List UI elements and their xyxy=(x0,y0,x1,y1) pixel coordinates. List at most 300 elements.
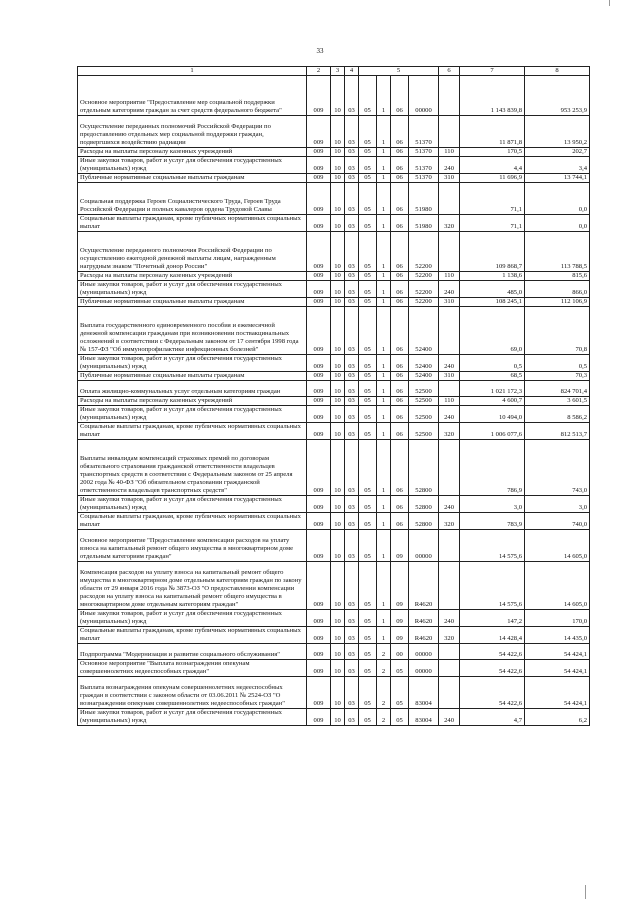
subprogram-code: 1 xyxy=(377,307,391,355)
direction-code: 00000 xyxy=(409,530,439,562)
program-code: 05 xyxy=(359,183,377,215)
direction-code: 52400 xyxy=(409,307,439,355)
expense-type-code: 240 xyxy=(439,496,460,513)
amount-year-1: 170,5 xyxy=(460,148,525,157)
row-description: Основное мероприятие "Предоставление компенсации расходов на уплату взноса на капитальный ремонт общего имущества в многоквартирном доме отдельным категориям граждан" xyxy=(78,530,307,562)
table-row xyxy=(78,677,590,709)
ministry-code: 009 xyxy=(307,381,331,397)
activity-code: 06 xyxy=(391,307,409,355)
section-code: 10 xyxy=(331,157,345,174)
program-code: 05 xyxy=(359,660,377,677)
header-cell: 1 xyxy=(78,67,307,76)
amount-year-2: 8 586,2 xyxy=(525,406,590,423)
program-code: 05 xyxy=(359,496,377,513)
row-description: Иные закупки товаров, работ и услуг для обеспечения государственных (муниципальных) нужд xyxy=(78,157,307,174)
section-code: 10 xyxy=(331,183,345,215)
activity-code: 06 xyxy=(391,423,409,440)
row-description: Публичные нормативные социальные выплаты гражданам xyxy=(78,298,307,307)
row-description: Расходы на выплаты персоналу казенных учреждений xyxy=(78,397,307,406)
direction-code: 52800 xyxy=(409,496,439,513)
expense-type-code: 110 xyxy=(439,397,460,406)
subprogram-code: 2 xyxy=(377,677,391,709)
subprogram-code: 1 xyxy=(377,440,391,496)
amount-year-2: 54 424,1 xyxy=(525,660,590,677)
ministry-code: 009 xyxy=(307,372,331,381)
subsection-code: 03 xyxy=(345,397,359,406)
section-code: 10 xyxy=(331,423,345,440)
amount-year-2: 6,2 xyxy=(525,709,590,726)
header-cell: 6 xyxy=(439,67,460,76)
amount-year-2: 3,0 xyxy=(525,496,590,513)
expense-type-code xyxy=(439,644,460,660)
ministry-code: 009 xyxy=(307,215,331,232)
activity-code: 06 xyxy=(391,355,409,372)
page-number: 33 xyxy=(316,47,324,55)
amount-year-2: 112 106,9 xyxy=(525,298,590,307)
amount-year-2: 70,8 xyxy=(525,307,590,355)
subprogram-code: 1 xyxy=(377,406,391,423)
subprogram-code: 1 xyxy=(377,298,391,307)
amount-year-1: 54 422,6 xyxy=(460,660,525,677)
direction-code: 00000 xyxy=(409,660,439,677)
amount-year-2: 812 513,7 xyxy=(525,423,590,440)
program-code: 05 xyxy=(359,272,377,281)
subsection-code: 03 xyxy=(345,232,359,272)
section-code: 10 xyxy=(331,232,345,272)
direction-code: 83004 xyxy=(409,677,439,709)
amount-year-1: 71,1 xyxy=(460,183,525,215)
expense-type-code: 110 xyxy=(439,272,460,281)
direction-code: 00000 xyxy=(409,76,439,116)
amount-year-2: 54 424,1 xyxy=(525,644,590,660)
subsection-code: 03 xyxy=(345,677,359,709)
amount-year-1: 786,9 xyxy=(460,440,525,496)
amount-year-1: 108 245,1 xyxy=(460,298,525,307)
activity-code: 06 xyxy=(391,513,409,530)
program-code: 05 xyxy=(359,281,377,298)
row-description: Основное мероприятие "Предоставление мер социальной поддержки отдельным категориям граждан за счет средств федерального бюджета" xyxy=(78,76,307,116)
table-row xyxy=(78,513,590,530)
expense-type-code: 110 xyxy=(439,148,460,157)
row-description: Основное мероприятие "Выплата вознаграждения опекунам совершеннолетних недееспособных граждан" xyxy=(78,660,307,677)
program-code: 05 xyxy=(359,76,377,116)
row-description: Компенсация расходов на уплату взноса на капитальный ремонт общего имущества в многоквартирном доме отдельным категориям граждан по закону области от 29 января 2016 года № 3873-ОЗ "О предоставлении компенсации расходов на уплату взноса на капитальный ремонт общего имущества в многоквартирном доме отдельным категориям граждан" xyxy=(78,562,307,610)
section-code: 10 xyxy=(331,281,345,298)
subprogram-code: 1 xyxy=(377,157,391,174)
section-code: 10 xyxy=(331,298,345,307)
table-row xyxy=(78,372,590,381)
direction-code: 52200 xyxy=(409,298,439,307)
ministry-code: 009 xyxy=(307,440,331,496)
subprogram-code: 1 xyxy=(377,610,391,627)
subprogram-code: 1 xyxy=(377,116,391,148)
program-code: 05 xyxy=(359,307,377,355)
amount-year-2: 740,0 xyxy=(525,513,590,530)
ministry-code: 009 xyxy=(307,660,331,677)
row-description: Оплата жилищно-коммунальных услуг отдельным категориям граждан xyxy=(78,381,307,397)
section-code: 10 xyxy=(331,76,345,116)
amount-year-2: 14 435,0 xyxy=(525,627,590,644)
subsection-code: 03 xyxy=(345,298,359,307)
row-description: Социальные выплаты гражданам, кроме публичных нормативных социальных выплат xyxy=(78,627,307,644)
activity-code: 06 xyxy=(391,183,409,215)
subsection-code: 03 xyxy=(345,281,359,298)
header-cell: 2 xyxy=(307,67,331,76)
direction-code: R4620 xyxy=(409,610,439,627)
subprogram-code: 1 xyxy=(377,232,391,272)
activity-code: 09 xyxy=(391,627,409,644)
subsection-code: 03 xyxy=(345,174,359,183)
direction-code: 83004 xyxy=(409,709,439,726)
expense-type-code xyxy=(439,232,460,272)
program-code: 05 xyxy=(359,709,377,726)
amount-year-1: 11 871,8 xyxy=(460,116,525,148)
activity-code: 06 xyxy=(391,148,409,157)
direction-code: 52500 xyxy=(409,397,439,406)
section-code: 10 xyxy=(331,440,345,496)
ministry-code: 009 xyxy=(307,148,331,157)
amount-year-2: 824 701,4 xyxy=(525,381,590,397)
subsection-code: 03 xyxy=(345,116,359,148)
amount-year-1: 1 006 077,6 xyxy=(460,423,525,440)
program-code: 05 xyxy=(359,232,377,272)
row-description: Иные закупки товаров, работ и услуг для обеспечения государственных (муниципальных) нужд xyxy=(78,610,307,627)
direction-code: 52500 xyxy=(409,381,439,397)
table-row xyxy=(78,440,590,496)
section-code: 10 xyxy=(331,355,345,372)
direction-code: 51370 xyxy=(409,148,439,157)
program-code: 05 xyxy=(359,174,377,183)
table-row xyxy=(78,148,590,157)
table-row xyxy=(78,281,590,298)
table-row xyxy=(78,381,590,397)
subsection-code: 03 xyxy=(345,496,359,513)
section-code: 10 xyxy=(331,116,345,148)
header-cell: 4 xyxy=(345,67,359,76)
subprogram-code: 1 xyxy=(377,530,391,562)
amount-year-2: 170,0 xyxy=(525,610,590,627)
row-description: Публичные нормативные социальные выплаты гражданам xyxy=(78,372,307,381)
amount-year-1: 68,5 xyxy=(460,372,525,381)
amount-year-1: 147,2 xyxy=(460,610,525,627)
expense-type-code xyxy=(439,530,460,562)
program-code: 05 xyxy=(359,562,377,610)
subprogram-code: 2 xyxy=(377,644,391,660)
activity-code: 06 xyxy=(391,281,409,298)
subsection-code: 03 xyxy=(345,562,359,610)
ministry-code: 009 xyxy=(307,157,331,174)
subprogram-code: 1 xyxy=(377,562,391,610)
subprogram-code: 1 xyxy=(377,281,391,298)
expense-type-code: 320 xyxy=(439,215,460,232)
expense-type-code: 320 xyxy=(439,423,460,440)
activity-code: 06 xyxy=(391,272,409,281)
ministry-code: 009 xyxy=(307,530,331,562)
ministry-code: 009 xyxy=(307,406,331,423)
subsection-code: 03 xyxy=(345,381,359,397)
subsection-code: 03 xyxy=(345,76,359,116)
program-code: 05 xyxy=(359,677,377,709)
direction-code: 52200 xyxy=(409,272,439,281)
section-code: 10 xyxy=(331,513,345,530)
activity-code: 00 xyxy=(391,644,409,660)
program-code: 05 xyxy=(359,116,377,148)
row-description: Публичные нормативные социальные выплаты гражданам xyxy=(78,174,307,183)
row-description: Иные закупки товаров, работ и услуг для обеспечения государственных (муниципальных) нужд xyxy=(78,709,307,726)
program-code: 05 xyxy=(359,298,377,307)
amount-year-2: 14 605,0 xyxy=(525,562,590,610)
direction-code: 52200 xyxy=(409,281,439,298)
subsection-code: 03 xyxy=(345,709,359,726)
direction-code: 52500 xyxy=(409,406,439,423)
program-code: 05 xyxy=(359,397,377,406)
expense-type-code xyxy=(439,183,460,215)
amount-year-1: 54 422,6 xyxy=(460,677,525,709)
expense-type-code: 240 xyxy=(439,281,460,298)
amount-year-2: 13 744,1 xyxy=(525,174,590,183)
direction-code: 52400 xyxy=(409,372,439,381)
section-code: 10 xyxy=(331,530,345,562)
direction-code: 52800 xyxy=(409,440,439,496)
expense-type-code xyxy=(439,381,460,397)
ministry-code: 009 xyxy=(307,677,331,709)
header-cell: 5 xyxy=(359,67,439,76)
direction-code: 51980 xyxy=(409,215,439,232)
row-description: Социальная поддержка Героев Социалистического Труда, Героев Труда Российской Федерации и полных кавалеров ордена Трудовой Славы xyxy=(78,183,307,215)
subsection-code: 03 xyxy=(345,272,359,281)
program-code: 05 xyxy=(359,513,377,530)
table-body xyxy=(78,76,590,726)
activity-code: 06 xyxy=(391,157,409,174)
subsection-code: 03 xyxy=(345,660,359,677)
subsection-code: 03 xyxy=(345,423,359,440)
table-row xyxy=(78,174,590,183)
expense-type-code xyxy=(439,116,460,148)
program-code: 05 xyxy=(359,372,377,381)
subprogram-code: 1 xyxy=(377,272,391,281)
expense-type-code xyxy=(439,677,460,709)
activity-code: 06 xyxy=(391,496,409,513)
ministry-code: 009 xyxy=(307,76,331,116)
amount-year-2: 0,0 xyxy=(525,183,590,215)
section-code: 10 xyxy=(331,644,345,660)
table-row xyxy=(78,709,590,726)
scan-mark xyxy=(609,0,610,6)
amount-year-2: 202,7 xyxy=(525,148,590,157)
amount-year-1: 14 575,6 xyxy=(460,562,525,610)
program-code: 05 xyxy=(359,610,377,627)
program-code: 05 xyxy=(359,440,377,496)
section-code: 10 xyxy=(331,174,345,183)
program-code: 05 xyxy=(359,627,377,644)
section-code: 10 xyxy=(331,215,345,232)
expense-type-code: 310 xyxy=(439,174,460,183)
subprogram-code: 1 xyxy=(377,215,391,232)
ministry-code: 009 xyxy=(307,232,331,272)
subsection-code: 03 xyxy=(345,627,359,644)
expense-type-code xyxy=(439,660,460,677)
table-row xyxy=(78,76,590,116)
amount-year-2: 0,5 xyxy=(525,355,590,372)
table-row xyxy=(78,157,590,174)
expense-type-code xyxy=(439,307,460,355)
ministry-code: 009 xyxy=(307,496,331,513)
table-row xyxy=(78,272,590,281)
expense-type-code: 320 xyxy=(439,513,460,530)
section-code: 10 xyxy=(331,406,345,423)
expense-type-code: 240 xyxy=(439,709,460,726)
amount-year-1: 485,0 xyxy=(460,281,525,298)
subsection-code: 03 xyxy=(345,372,359,381)
expense-type-code xyxy=(439,440,460,496)
ministry-code: 009 xyxy=(307,513,331,530)
program-code: 05 xyxy=(359,406,377,423)
amount-year-1: 4,4 xyxy=(460,157,525,174)
direction-code: 52200 xyxy=(409,232,439,272)
row-description: Выплата вознаграждения опекунам совершеннолетних недееспособных граждан в соответствии с законом области от 03.06.2011 № 2524-ОЗ "О вознаграждении опекунам совершеннолетних недееспособных граждан" xyxy=(78,677,307,709)
amount-year-1: 3,0 xyxy=(460,496,525,513)
section-code: 10 xyxy=(331,148,345,157)
amount-year-2: 54 424,1 xyxy=(525,677,590,709)
section-code: 10 xyxy=(331,610,345,627)
activity-code: 06 xyxy=(391,215,409,232)
row-description: Расходы на выплаты персоналу казенных учреждений xyxy=(78,272,307,281)
program-code: 05 xyxy=(359,644,377,660)
row-description: Социальные выплаты гражданам, кроме публичных нормативных социальных выплат xyxy=(78,423,307,440)
subprogram-code: 1 xyxy=(377,496,391,513)
amount-year-1: 54 422,6 xyxy=(460,644,525,660)
amount-year-2: 14 605,0 xyxy=(525,530,590,562)
subsection-code: 03 xyxy=(345,610,359,627)
activity-code: 06 xyxy=(391,232,409,272)
section-code: 10 xyxy=(331,677,345,709)
section-code: 10 xyxy=(331,627,345,644)
activity-code: 09 xyxy=(391,562,409,610)
activity-code: 05 xyxy=(391,709,409,726)
budget-table xyxy=(77,66,590,726)
activity-code: 06 xyxy=(391,440,409,496)
section-code: 10 xyxy=(331,496,345,513)
ministry-code: 009 xyxy=(307,281,331,298)
activity-code: 06 xyxy=(391,397,409,406)
amount-year-1: 4 600,7 xyxy=(460,397,525,406)
subsection-code: 03 xyxy=(345,183,359,215)
table-row xyxy=(78,215,590,232)
activity-code: 06 xyxy=(391,381,409,397)
header-cell: 8 xyxy=(525,67,590,76)
section-code: 10 xyxy=(331,381,345,397)
activity-code: 06 xyxy=(391,116,409,148)
table-row xyxy=(78,355,590,372)
section-code: 10 xyxy=(331,562,345,610)
ministry-code: 009 xyxy=(307,174,331,183)
amount-year-2: 3,4 xyxy=(525,157,590,174)
program-code: 05 xyxy=(359,157,377,174)
ministry-code: 009 xyxy=(307,183,331,215)
expense-type-code: 320 xyxy=(439,627,460,644)
row-description: Осуществление переданных полномочий Российской Федерации по предоставлению отдельных мер социальной поддержки граждан, подвергшихся воздействию радиации xyxy=(78,116,307,148)
amount-year-2: 953 253,9 xyxy=(525,76,590,116)
ministry-code: 009 xyxy=(307,272,331,281)
subsection-code: 03 xyxy=(345,148,359,157)
expense-type-code: 240 xyxy=(439,610,460,627)
program-code: 05 xyxy=(359,355,377,372)
subsection-code: 03 xyxy=(345,307,359,355)
table-row xyxy=(78,116,590,148)
header-cell: 7 xyxy=(460,67,525,76)
expense-type-code: 240 xyxy=(439,157,460,174)
program-code: 05 xyxy=(359,530,377,562)
amount-year-1: 783,9 xyxy=(460,513,525,530)
subsection-code: 03 xyxy=(345,440,359,496)
subprogram-code: 1 xyxy=(377,355,391,372)
expense-type-code: 240 xyxy=(439,406,460,423)
activity-code: 09 xyxy=(391,610,409,627)
activity-code: 06 xyxy=(391,298,409,307)
amount-year-1: 1 138,6 xyxy=(460,272,525,281)
activity-code: 06 xyxy=(391,76,409,116)
row-description: Осуществление переданного полномочия Российской Федерации по осуществлению ежегодной денежной выплаты лицам, награжденным нагрудным знаком "Почетный донор России" xyxy=(78,232,307,272)
amount-year-1: 1 143 839,8 xyxy=(460,76,525,116)
program-code: 05 xyxy=(359,148,377,157)
amount-year-1: 14 575,6 xyxy=(460,530,525,562)
amount-year-2: 13 950,2 xyxy=(525,116,590,148)
table-row xyxy=(78,232,590,272)
row-description: Расходы на выплаты персоналу казенных учреждений xyxy=(78,148,307,157)
amount-year-2: 866,0 xyxy=(525,281,590,298)
amount-year-2: 815,6 xyxy=(525,272,590,281)
subprogram-code: 1 xyxy=(377,627,391,644)
row-description: Подпрограмма "Модернизация и развитие социального обслуживания" xyxy=(78,644,307,660)
amount-year-1: 69,0 xyxy=(460,307,525,355)
ministry-code: 009 xyxy=(307,644,331,660)
amount-year-2: 743,0 xyxy=(525,440,590,496)
activity-code: 06 xyxy=(391,174,409,183)
table-row xyxy=(78,406,590,423)
ministry-code: 009 xyxy=(307,709,331,726)
subprogram-code: 1 xyxy=(377,513,391,530)
amount-year-2: 3 601,5 xyxy=(525,397,590,406)
subprogram-code: 1 xyxy=(377,174,391,183)
direction-code: 51370 xyxy=(409,116,439,148)
table-row xyxy=(78,530,590,562)
expense-type-code xyxy=(439,562,460,610)
direction-code: 51370 xyxy=(409,174,439,183)
direction-code: 52400 xyxy=(409,355,439,372)
amount-year-1: 1 021 172,3 xyxy=(460,381,525,397)
subprogram-code: 1 xyxy=(377,183,391,215)
expense-type-code: 310 xyxy=(439,372,460,381)
section-code: 10 xyxy=(331,397,345,406)
amount-year-1: 109 868,7 xyxy=(460,232,525,272)
table-row xyxy=(78,627,590,644)
subprogram-code: 1 xyxy=(377,381,391,397)
direction-code: 52500 xyxy=(409,423,439,440)
table-row xyxy=(78,298,590,307)
table-row xyxy=(78,562,590,610)
header-row xyxy=(78,67,590,76)
amount-year-1: 71,1 xyxy=(460,215,525,232)
row-description: Социальные выплаты гражданам, кроме публичных нормативных социальных выплат xyxy=(78,513,307,530)
amount-year-1: 14 428,4 xyxy=(460,627,525,644)
expense-type-code: 310 xyxy=(439,298,460,307)
program-code: 05 xyxy=(359,381,377,397)
activity-code: 06 xyxy=(391,406,409,423)
ministry-code: 009 xyxy=(307,298,331,307)
subsection-code: 03 xyxy=(345,355,359,372)
subsection-code: 03 xyxy=(345,157,359,174)
section-code: 10 xyxy=(331,709,345,726)
